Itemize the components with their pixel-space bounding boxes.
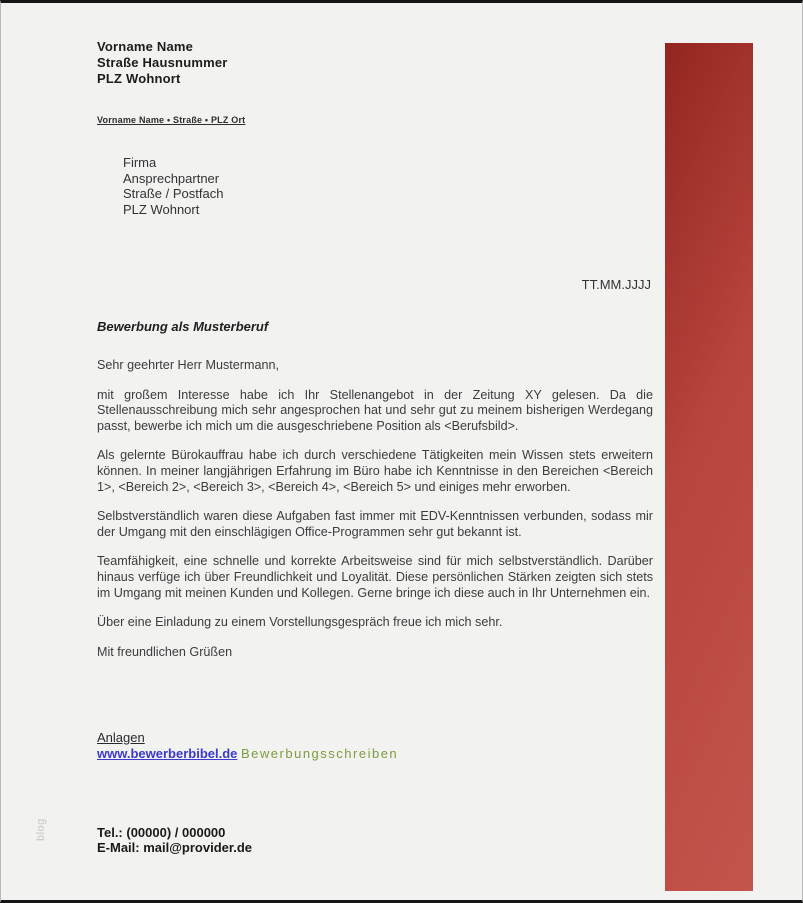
sender-compact-line: Vorname Name • Straße • PLZ Ort xyxy=(97,115,246,125)
sender-city: PLZ Wohnort xyxy=(97,71,181,86)
sender-name: Vorname Name xyxy=(97,39,194,54)
subject-line: Bewerbung als Musterberuf xyxy=(97,319,269,334)
recipient-street: Straße / Postfach xyxy=(123,186,224,201)
footer-link-line xyxy=(97,746,398,762)
contact-block xyxy=(97,825,252,855)
attachments-block xyxy=(97,730,398,762)
date-placeholder: TT.MM.JJJJ xyxy=(581,277,651,292)
body-paragraph: Selbstverständlich waren diese Aufgaben fast immer mit EDV-Kenntnissen verbunden, sodass mir der Umgang mit den einschlägigen Office-Programmen sehr gut bekannt ist. xyxy=(97,509,653,539)
closing-line: Mit freundlichen Grüßen xyxy=(97,644,233,659)
body-paragraph: Als gelernte Bürokauffrau habe ich durch verschiedene Tätigkeiten mein Wissen stets erweitern können. In meiner langjährigen Erfahrung im Büro habe ich Kenntnisse in den Bereichen <Bereich 1>, <Bereich 2>, <Bereich 3>, <Bereich 4>, <Bereich 5> und einiges mehr erworben. xyxy=(97,448,653,494)
recipient-address-block xyxy=(123,155,223,217)
letter-body xyxy=(97,358,653,674)
recipient-city: PLZ Wohnort xyxy=(123,201,200,217)
email-line: E-Mail: mail@provider.de xyxy=(97,840,252,855)
body-paragraph: Über eine Einladung zu einem Vorstellungsgespräch freue ich mich sehr. xyxy=(97,615,503,630)
blog-watermark: blog xyxy=(35,818,47,841)
sender-street: Straße Hausnummer xyxy=(97,55,228,70)
footer-link-suffix: Bewerbungsschreiben xyxy=(241,746,399,761)
recipient-company: Firma xyxy=(123,155,157,170)
salutation: Sehr geehrter Herr Mustermann, xyxy=(97,358,279,372)
red-sidebar-decoration xyxy=(665,43,753,891)
attachments-label: Anlagen xyxy=(97,730,145,745)
bewerberbibel-link[interactable]: www.bewerberbibel.de xyxy=(97,746,238,761)
sender-address-block xyxy=(97,39,228,87)
body-paragraph: mit großem Interesse habe ich Ihr Stellenangebot in der Zeitung XY gelesen. Da die Stellenausschreibung mich sehr angesprochen hat und sehr gut zu meinem bisherigen Werdegang passt, bewerbe ich mich um die ausgeschriebene Position als <Berufsbild>. xyxy=(97,387,653,433)
recipient-contact-person: Ansprechpartner xyxy=(123,170,220,186)
body-paragraph: Teamfähigkeit, eine schnelle und korrekte Arbeitsweise sind für mich selbstverständlich. Darüber hinaus verfüge ich über Freundlichkeit und Loyalität. Diese persönlichen Stärken zeigten sich stets im Umgang mit meinen Kunden und Kollegen. Gerne bringe ich diese auch in Ihr Unternehmen ein. xyxy=(97,554,653,600)
phone-line: Tel.: (00000) / 000000 xyxy=(97,825,226,840)
